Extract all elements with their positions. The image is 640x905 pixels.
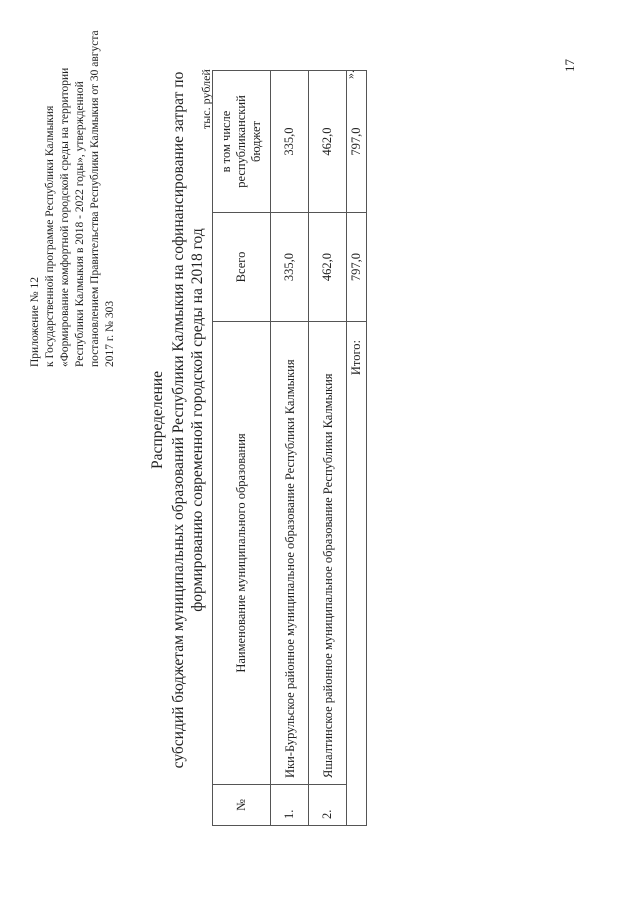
closing-quote: ». (343, 70, 357, 79)
page-number: 17 (562, 59, 577, 72)
title-line-1: Распределение (149, 371, 166, 469)
header-name: Наименование муниципального образования (213, 322, 271, 785)
table-header-row (213, 71, 271, 826)
row-name: Яшалтинское районное муниципальное образование Республики Калмыкия (309, 322, 347, 785)
header-republic: в том числе республиканский бюджет (213, 71, 271, 213)
distribution-table (212, 70, 367, 826)
title-line-2: субсидий бюджетам муниципальных образований Республики Калмыкия на софинансирование затрат по формированию современной городской среды на 2018 год (170, 71, 206, 769)
header-num: № (213, 785, 271, 826)
row-name: Ики-Бурульское районное муниципальное образование Республики Калмыкия (271, 322, 309, 785)
row-republic: 462,0 (309, 71, 347, 213)
total-label: Итого: (347, 322, 367, 826)
appendix-note: Приложение № 12 к Государственной программе Республики Калмыкия «Формирование комфортной городской среды на территории Республики Калмыкия в 2018 - 2022 годы», утвержденной постановлением Правительства Республики Калмыкия от 30 августа 2017 г. № 303 (29, 30, 116, 367)
row-total: 462,0 (309, 213, 347, 322)
row-num: 2. (309, 785, 347, 826)
table-row (271, 71, 309, 826)
document-title (148, 20, 207, 820)
row-num: 1. (271, 785, 309, 826)
table-row (309, 71, 347, 826)
unit-label: тыс. рублей (199, 69, 213, 129)
row-total: 335,0 (271, 213, 309, 322)
table-total-row (347, 71, 367, 826)
row-republic: 335,0 (271, 71, 309, 213)
total-value: 797,0 (347, 213, 367, 322)
total-republic: 797,0 (347, 71, 367, 213)
header-total: Всего (213, 213, 271, 322)
